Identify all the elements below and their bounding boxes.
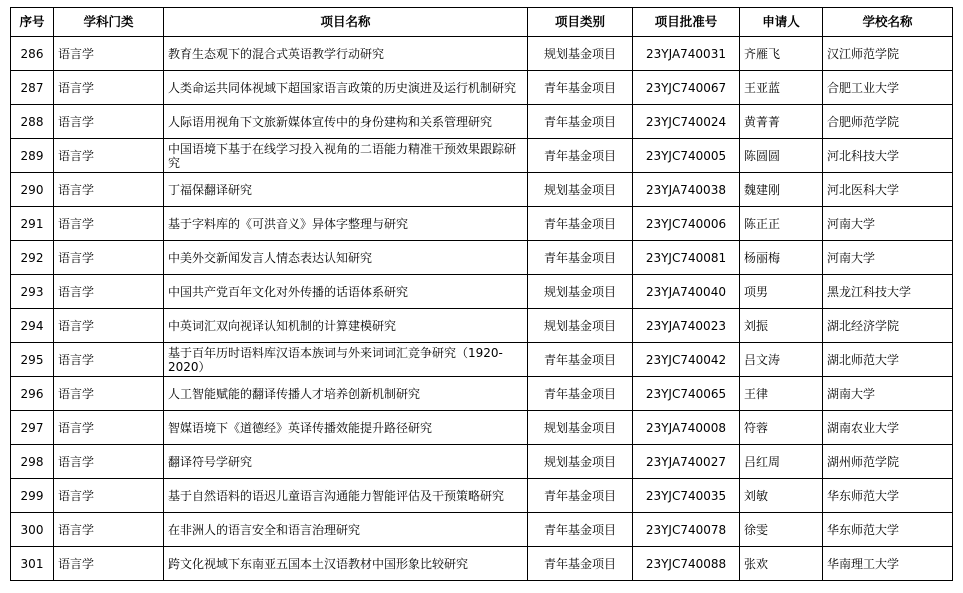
cell-discipline: 语言学	[54, 343, 164, 377]
cell-project-type: 青年基金项目	[528, 207, 633, 241]
cell-no: 294	[11, 309, 54, 343]
cell-project-name: 中国语境下基于在线学习投入视角的二语能力精准干预效果跟踪研究	[164, 139, 528, 173]
cell-approval-no: 23YJC740035	[633, 479, 740, 513]
cell-project-name: 在非洲人的语言安全和语言治理研究	[164, 513, 528, 547]
project-table	[10, 7, 953, 581]
table-body	[11, 37, 953, 581]
cell-school: 湖州师范学院	[823, 445, 953, 479]
cell-applicant: 徐雯	[740, 513, 823, 547]
cell-applicant: 王律	[740, 377, 823, 411]
table-row	[11, 71, 953, 105]
cell-school: 湖北经济学院	[823, 309, 953, 343]
cell-applicant: 王亚蓝	[740, 71, 823, 105]
cell-approval-no: 23YJA740027	[633, 445, 740, 479]
cell-approval-no: 23YJA740008	[633, 411, 740, 445]
cell-school: 湖南大学	[823, 377, 953, 411]
cell-approval-no: 23YJA740023	[633, 309, 740, 343]
header-project-type: 项目类别	[528, 8, 633, 37]
cell-approval-no: 23YJC740067	[633, 71, 740, 105]
cell-school: 湖南农业大学	[823, 411, 953, 445]
cell-approval-no: 23YJA740031	[633, 37, 740, 71]
cell-no: 289	[11, 139, 54, 173]
cell-applicant: 魏建刚	[740, 173, 823, 207]
cell-no: 292	[11, 241, 54, 275]
cell-no: 286	[11, 37, 54, 71]
cell-school: 华东师范大学	[823, 479, 953, 513]
table-row	[11, 173, 953, 207]
cell-school: 黑龙江科技大学	[823, 275, 953, 309]
cell-project-type: 青年基金项目	[528, 513, 633, 547]
cell-project-name: 翻译符号学研究	[164, 445, 528, 479]
cell-discipline: 语言学	[54, 309, 164, 343]
cell-school: 湖北师范大学	[823, 343, 953, 377]
table-row	[11, 275, 953, 309]
table-row	[11, 207, 953, 241]
cell-discipline: 语言学	[54, 139, 164, 173]
cell-applicant: 齐雁飞	[740, 37, 823, 71]
header-approval-no: 项目批准号	[633, 8, 740, 37]
cell-school: 河北医科大学	[823, 173, 953, 207]
cell-project-name: 丁福保翻译研究	[164, 173, 528, 207]
cell-project-name: 基于自然语料的语迟儿童语言沟通能力智能评估及干预策略研究	[164, 479, 528, 513]
cell-no: 300	[11, 513, 54, 547]
cell-no: 298	[11, 445, 54, 479]
cell-applicant: 符蓉	[740, 411, 823, 445]
cell-applicant: 张欢	[740, 547, 823, 581]
header-project-name: 项目名称	[164, 8, 528, 37]
table-row	[11, 37, 953, 71]
cell-discipline: 语言学	[54, 513, 164, 547]
cell-school: 河南大学	[823, 241, 953, 275]
header-discipline: 学科门类	[54, 8, 164, 37]
cell-discipline: 语言学	[54, 105, 164, 139]
table-row	[11, 343, 953, 377]
table-row	[11, 513, 953, 547]
cell-applicant: 陈圆圆	[740, 139, 823, 173]
cell-school: 华东师范大学	[823, 513, 953, 547]
cell-applicant: 杨丽梅	[740, 241, 823, 275]
cell-project-type: 规划基金项目	[528, 173, 633, 207]
cell-approval-no: 23YJA740040	[633, 275, 740, 309]
table-row	[11, 105, 953, 139]
table-row	[11, 377, 953, 411]
cell-discipline: 语言学	[54, 71, 164, 105]
cell-discipline: 语言学	[54, 275, 164, 309]
cell-school: 河北科技大学	[823, 139, 953, 173]
cell-school: 华南理工大学	[823, 547, 953, 581]
cell-no: 293	[11, 275, 54, 309]
cell-approval-no: 23YJC740081	[633, 241, 740, 275]
cell-project-name: 基于百年历时语料库汉语本族词与外来词词汇竞争研究（1920-2020）	[164, 343, 528, 377]
cell-school: 汉江师范学院	[823, 37, 953, 71]
cell-project-name: 智媒语境下《道德经》英译传播效能提升路径研究	[164, 411, 528, 445]
cell-no: 297	[11, 411, 54, 445]
cell-approval-no: 23YJA740038	[633, 173, 740, 207]
cell-project-type: 青年基金项目	[528, 547, 633, 581]
cell-project-name: 人际语用视角下文旅新媒体宣传中的身份建构和关系管理研究	[164, 105, 528, 139]
cell-approval-no: 23YJC740088	[633, 547, 740, 581]
table-row	[11, 139, 953, 173]
cell-discipline: 语言学	[54, 445, 164, 479]
cell-discipline: 语言学	[54, 547, 164, 581]
cell-discipline: 语言学	[54, 411, 164, 445]
cell-no: 288	[11, 105, 54, 139]
cell-applicant: 吕红周	[740, 445, 823, 479]
cell-project-type: 青年基金项目	[528, 343, 633, 377]
table-header-row	[11, 8, 953, 37]
cell-discipline: 语言学	[54, 479, 164, 513]
cell-project-type: 规划基金项目	[528, 309, 633, 343]
cell-discipline: 语言学	[54, 207, 164, 241]
cell-project-name: 中国共产党百年文化对外传播的话语体系研究	[164, 275, 528, 309]
cell-project-name: 教育生态观下的混合式英语教学行动研究	[164, 37, 528, 71]
cell-discipline: 语言学	[54, 241, 164, 275]
cell-project-name: 中美外交新闻发言人情态表达认知研究	[164, 241, 528, 275]
cell-applicant: 刘敏	[740, 479, 823, 513]
cell-project-name: 人工智能赋能的翻译传播人才培养创新机制研究	[164, 377, 528, 411]
cell-project-type: 青年基金项目	[528, 105, 633, 139]
cell-approval-no: 23YJC740065	[633, 377, 740, 411]
cell-project-type: 青年基金项目	[528, 479, 633, 513]
cell-discipline: 语言学	[54, 37, 164, 71]
cell-approval-no: 23YJC740078	[633, 513, 740, 547]
cell-school: 合肥工业大学	[823, 71, 953, 105]
cell-project-name: 跨文化视域下东南亚五国本土汉语教材中国形象比较研究	[164, 547, 528, 581]
table-row	[11, 445, 953, 479]
cell-no: 295	[11, 343, 54, 377]
cell-discipline: 语言学	[54, 173, 164, 207]
cell-project-type: 规划基金项目	[528, 37, 633, 71]
cell-no: 291	[11, 207, 54, 241]
cell-approval-no: 23YJC740024	[633, 105, 740, 139]
cell-project-type: 规划基金项目	[528, 411, 633, 445]
table-row	[11, 241, 953, 275]
cell-approval-no: 23YJC740042	[633, 343, 740, 377]
cell-project-type: 青年基金项目	[528, 71, 633, 105]
cell-project-name: 人类命运共同体视域下超国家语言政策的历史演进及运行机制研究	[164, 71, 528, 105]
cell-applicant: 吕文涛	[740, 343, 823, 377]
cell-applicant: 刘振	[740, 309, 823, 343]
cell-applicant: 项男	[740, 275, 823, 309]
cell-approval-no: 23YJC740006	[633, 207, 740, 241]
cell-no: 301	[11, 547, 54, 581]
table-row	[11, 479, 953, 513]
header-applicant: 申请人	[740, 8, 823, 37]
cell-project-type: 规划基金项目	[528, 275, 633, 309]
table-row	[11, 309, 953, 343]
cell-no: 296	[11, 377, 54, 411]
cell-approval-no: 23YJC740005	[633, 139, 740, 173]
header-school: 学校名称	[823, 8, 953, 37]
header-no: 序号	[11, 8, 54, 37]
cell-project-name: 中英词汇双向视译认知机制的计算建模研究	[164, 309, 528, 343]
project-table-container	[10, 7, 953, 581]
cell-applicant: 陈正正	[740, 207, 823, 241]
cell-school: 河南大学	[823, 207, 953, 241]
cell-project-type: 规划基金项目	[528, 445, 633, 479]
cell-project-type: 青年基金项目	[528, 139, 633, 173]
cell-school: 合肥师范学院	[823, 105, 953, 139]
table-row	[11, 411, 953, 445]
cell-applicant: 黄菁菁	[740, 105, 823, 139]
cell-no: 290	[11, 173, 54, 207]
cell-project-name: 基于字料库的《可洪音义》异体字整理与研究	[164, 207, 528, 241]
table-row	[11, 547, 953, 581]
cell-no: 299	[11, 479, 54, 513]
cell-project-type: 青年基金项目	[528, 377, 633, 411]
cell-no: 287	[11, 71, 54, 105]
cell-discipline: 语言学	[54, 377, 164, 411]
cell-project-type: 青年基金项目	[528, 241, 633, 275]
